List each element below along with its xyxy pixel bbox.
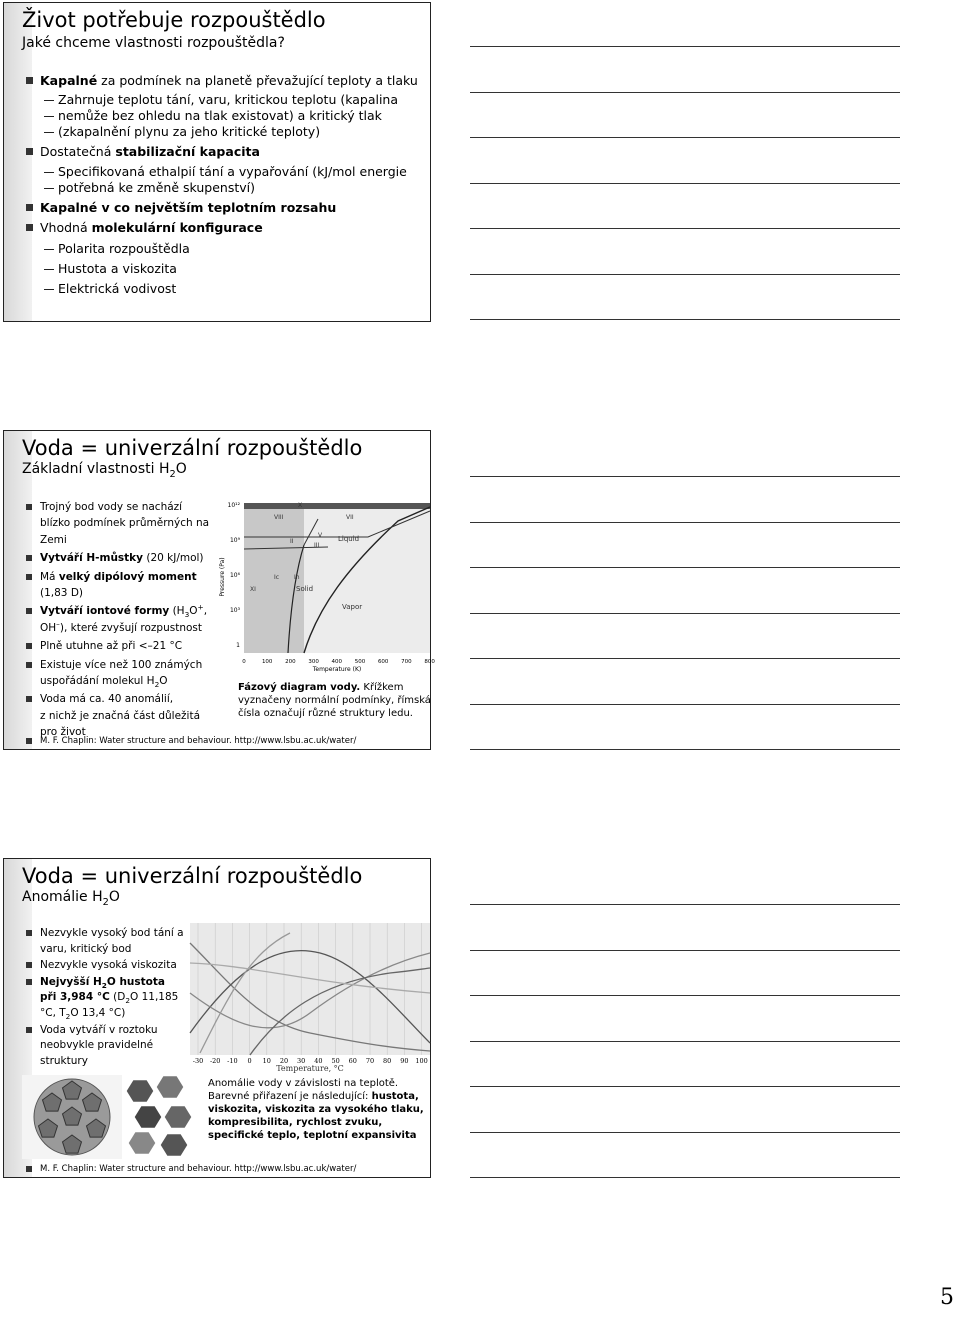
x-tick-label: 20: [279, 1057, 289, 1065]
x-axis-label: Temperature (K): [312, 666, 362, 673]
bullet-text: Dostatečná stabilizační kapacita: [40, 144, 260, 159]
polyhedron: [164, 1106, 192, 1129]
region-label: XI: [250, 586, 256, 593]
note-line: [470, 704, 900, 705]
note-line: [470, 1132, 900, 1133]
bullet-text: Kapalné za podmínek na planetě převažující teploty a tlaku: [40, 73, 418, 88]
polyhedron: [156, 1076, 184, 1099]
caption-line: čísla označují různé struktury ledu.: [238, 708, 413, 719]
caption-line: Barevné přiřazení je následující: hustota,: [208, 1091, 419, 1102]
bullet-text: Vhodná molekulární konfigurace: [40, 220, 263, 235]
note-line: [470, 613, 900, 614]
polyhedron: [126, 1080, 154, 1103]
y-tick-label: 10⁹: [229, 537, 240, 544]
region-label: VIII: [274, 514, 284, 521]
slide-3: Voda = univerzální rozpouštědlo Anomálie $H_2O$ Nezvykle vysoký bod tání a varu, kritický bod Nezvykle vysoká viskozita Nejvyšší $H_2O$ hustota při 3,984 °C ($D_2O$ 11,185 °C, $T_2O$ 13,4 °C) Voda vytváří v roztoku neobvykle pravidelné struktury -30 -20 -10 0 10 20 30 40 50 60 70 80 90 100 Temperature, °C Anomálie vody v závislosti na teplotě. Barevné přiřazení je následující: hustota, viskozita, viskozita za vysokého tlaku, kompresibilita, rychlost zvuku, specifické teplo, teplotní expansivita M. F. Chaplin: Water structure and behaviour. http://www.lsbu.ac.uk/water/: [3, 858, 431, 1178]
x-tick-label: 60: [348, 1057, 357, 1065]
x-tick-label: 500: [354, 659, 366, 665]
note-line: [470, 567, 900, 568]
bullet-text: Kapalné v co největším teplotním rozsahu: [40, 200, 337, 215]
note-line: [470, 904, 900, 905]
bullet-continuation: varu, kritický bod: [40, 942, 132, 955]
anomalies-chart: [190, 923, 430, 1073]
page-number: 5: [940, 1285, 954, 1310]
polyhedron: [160, 1134, 188, 1157]
note-line: [470, 46, 900, 47]
slide-2: Voda = univerzální rozpouštědlo Základní vlastnosti $H_2O$ Trojný bod vody se nachází blízko podmínek průměrných na Zemi Vytváří H-můstky (20 kJ/mol) Má velký dipólový moment (1,83 D) Vytváří iontové formy ($H_3O^+$, OH–), které zvyšují rozpustnost Plně utuhne až při <–21 °C Existuje více než 100 známých uspořádání molekul $H_2O$ Voda má ca. 40 anomálií, z nichž je značná část důležitá pro život VIII VII X Liquid II III V Ic Ih XI Solid Vapor 0 100 200 300 400 500 600 700 800 10¹² 10⁹ 10⁶ 10³ 1 Temperature (K) Pressure (Pa) Fázový diagram vody. Křížkem vyznačeny normální podmínky, římská čísla označují různé struktury ledu. M. F. Chaplin: Water structure and behaviour. http://www.lsbu.ac.uk/water/: [3, 430, 431, 750]
x-tick-label: 70: [365, 1057, 375, 1065]
note-line: [470, 1041, 900, 1042]
x-tick-label: 200: [285, 659, 296, 665]
bullet-text: Má velký dipólový moment: [40, 570, 197, 583]
note-line: [470, 749, 900, 750]
region-label: X: [298, 502, 303, 509]
x-tick-label: 0: [247, 1057, 252, 1065]
y-tick-label: 10⁶: [229, 572, 240, 579]
note-line: [470, 658, 900, 659]
bullet-continuation: uspořádání molekul $H_2O$: [40, 675, 168, 690]
polyhedron: [134, 1106, 162, 1129]
x-tick-label: 10: [262, 1057, 271, 1065]
sub-bullet-item: Polarita rozpouštědla: [58, 241, 426, 257]
x-tick-label: -10: [227, 1057, 238, 1065]
region-label: VII: [346, 514, 354, 521]
note-line: [470, 137, 900, 138]
x-tick-label: 100: [415, 1057, 428, 1065]
slide-subtitle: Anomálie $H_2O$: [22, 889, 120, 908]
note-line: [470, 1177, 900, 1178]
x-tick-label: 600: [377, 659, 389, 665]
bullet-continuation: °C, $T_2O$ 13,4 °C): [40, 1007, 126, 1022]
bullet-continuation: pro život: [40, 726, 86, 739]
slide-subtitle: Základní vlastnosti $H_2O$: [22, 461, 187, 480]
slide-title: Voda = univerzální rozpouštědlo: [22, 436, 363, 460]
bullet-continuation: struktury: [40, 1054, 88, 1067]
polyhedra-image: [122, 1073, 198, 1161]
sub-bullet-item: (zkapalnění plynu za jeho kritické teploty): [58, 124, 426, 140]
x-tick-label: 400: [331, 659, 343, 665]
bullet-continuation: Zemi: [40, 533, 67, 546]
region-label: Ih: [294, 574, 300, 581]
slide-subtitle: Jaké chceme vlastnosti rozpouštědla?: [22, 35, 285, 51]
caption-line: Fázový diagram vody. Křížkem: [238, 682, 404, 693]
x-tick-label: -30: [192, 1057, 204, 1065]
x-tick-label: 300: [308, 659, 319, 665]
note-line: [470, 319, 900, 320]
x-tick-label: 100: [261, 659, 273, 665]
bullet-continuation: neobvykle pravidelné: [40, 1039, 154, 1052]
x-tick-label: 90: [400, 1057, 409, 1065]
slide-title: Voda = univerzální rozpouštědlo: [22, 864, 363, 888]
x-tick-label: 50: [331, 1057, 340, 1065]
bullet-continuation: OH–), které zvyšují rozpustnost: [40, 619, 202, 634]
y-tick-label: 1: [236, 642, 240, 649]
bullet-continuation: blízko podmínek průměrných na: [40, 517, 210, 530]
bullet-text: Vytváří H-můstky (20 kJ/mol): [40, 552, 204, 565]
note-line: [470, 228, 900, 229]
sub-bullet-item: Hustota a viskozita: [58, 261, 426, 277]
x-tick-label: 800: [424, 659, 435, 665]
region-label: II: [290, 538, 294, 545]
region-label: V: [318, 532, 323, 539]
caption-line: viskozita, viskozita za vysokého tlaku,: [208, 1104, 424, 1115]
bullet-continuation: z nichž je značná část důležitá: [40, 709, 201, 722]
bullet-text: Voda má ca. 40 anomálií,: [40, 693, 174, 706]
x-tick-label: 30: [297, 1057, 306, 1065]
sub-bullet-item: Zahrnuje teplotu tání, varu, kritickou teplotu (kapalina: [58, 92, 426, 108]
water-cluster-image: [22, 1075, 122, 1159]
region-label: Solid: [296, 585, 314, 593]
region-label: Vapor: [342, 603, 363, 611]
region-label: III: [314, 542, 320, 549]
region-label: Ic: [274, 574, 280, 581]
x-tick-label: 700: [401, 659, 412, 665]
y-axis-label: Pressure (Pa): [219, 557, 226, 597]
bullet-text: Trojný bod vody se nachází: [40, 501, 183, 513]
bullet-text: Existuje více než 100 známých: [40, 658, 203, 671]
sub-bullet-item: nemůže bez ohledu na tlak existovat) a kritický tlak: [58, 108, 426, 124]
x-tick-label: 40: [314, 1057, 323, 1065]
note-line: [470, 476, 900, 477]
polyhedron: [128, 1132, 156, 1155]
sub-bullet-item: Elektrická vodivost: [58, 281, 426, 297]
note-line: [470, 950, 900, 951]
phase-diagram-chart: [218, 497, 435, 673]
bullet-continuation: (1,83 D): [40, 587, 83, 599]
note-line: [470, 522, 900, 523]
note-line: [470, 1086, 900, 1087]
x-axis-label: Temperature, °C: [276, 1064, 344, 1073]
bullet-text: Nezvykle vysoký bod tání a: [40, 927, 184, 939]
note-line: [470, 274, 900, 275]
slide-1: [3, 2, 431, 322]
note-line: [470, 92, 900, 93]
bullet-text: Plně utuhne až při <–21 °C: [40, 640, 183, 653]
bullet-text: Nezvykle vysoká viskozita: [40, 959, 177, 972]
slide-title: Život potřebuje rozpouštědlo: [22, 8, 326, 32]
x-tick-label: 0: [242, 659, 246, 665]
bullet-continuation: při 3,984 °C ($D_2O$ 11,185: [40, 991, 179, 1006]
ice-x-region: [244, 503, 430, 509]
caption-line: vyznačeny normální podmínky, římská: [238, 695, 431, 706]
caption-line: Anomálie vody v závislosti na teplotě.: [208, 1078, 399, 1089]
y-tick-label: 10³: [229, 607, 240, 614]
caption-line: kompresibilita, rychlost zvuku,: [208, 1117, 383, 1128]
sub-bullet-item: potřebná ke změně skupenství): [58, 180, 426, 196]
bullet-text: Voda vytváří v roztoku: [40, 1023, 158, 1036]
bullet-text: Nejvyšší $H_2O$ hustota: [40, 975, 165, 990]
note-line: [470, 183, 900, 184]
region-label: Liquid: [338, 535, 360, 543]
x-tick-label: -20: [209, 1057, 221, 1065]
x-tick-label: 80: [383, 1057, 392, 1065]
note-line: [470, 995, 900, 996]
y-tick-label: 10¹²: [227, 502, 240, 509]
bullet-text: Vytváří iontové formy ($H_3O^+$,: [40, 602, 208, 620]
caption-line: specifické teplo, teplotní expansivita: [208, 1130, 417, 1141]
sub-bullet-item: Specifikovaná ethalpií tání a vypařování (kJ/mol energie: [58, 164, 426, 180]
